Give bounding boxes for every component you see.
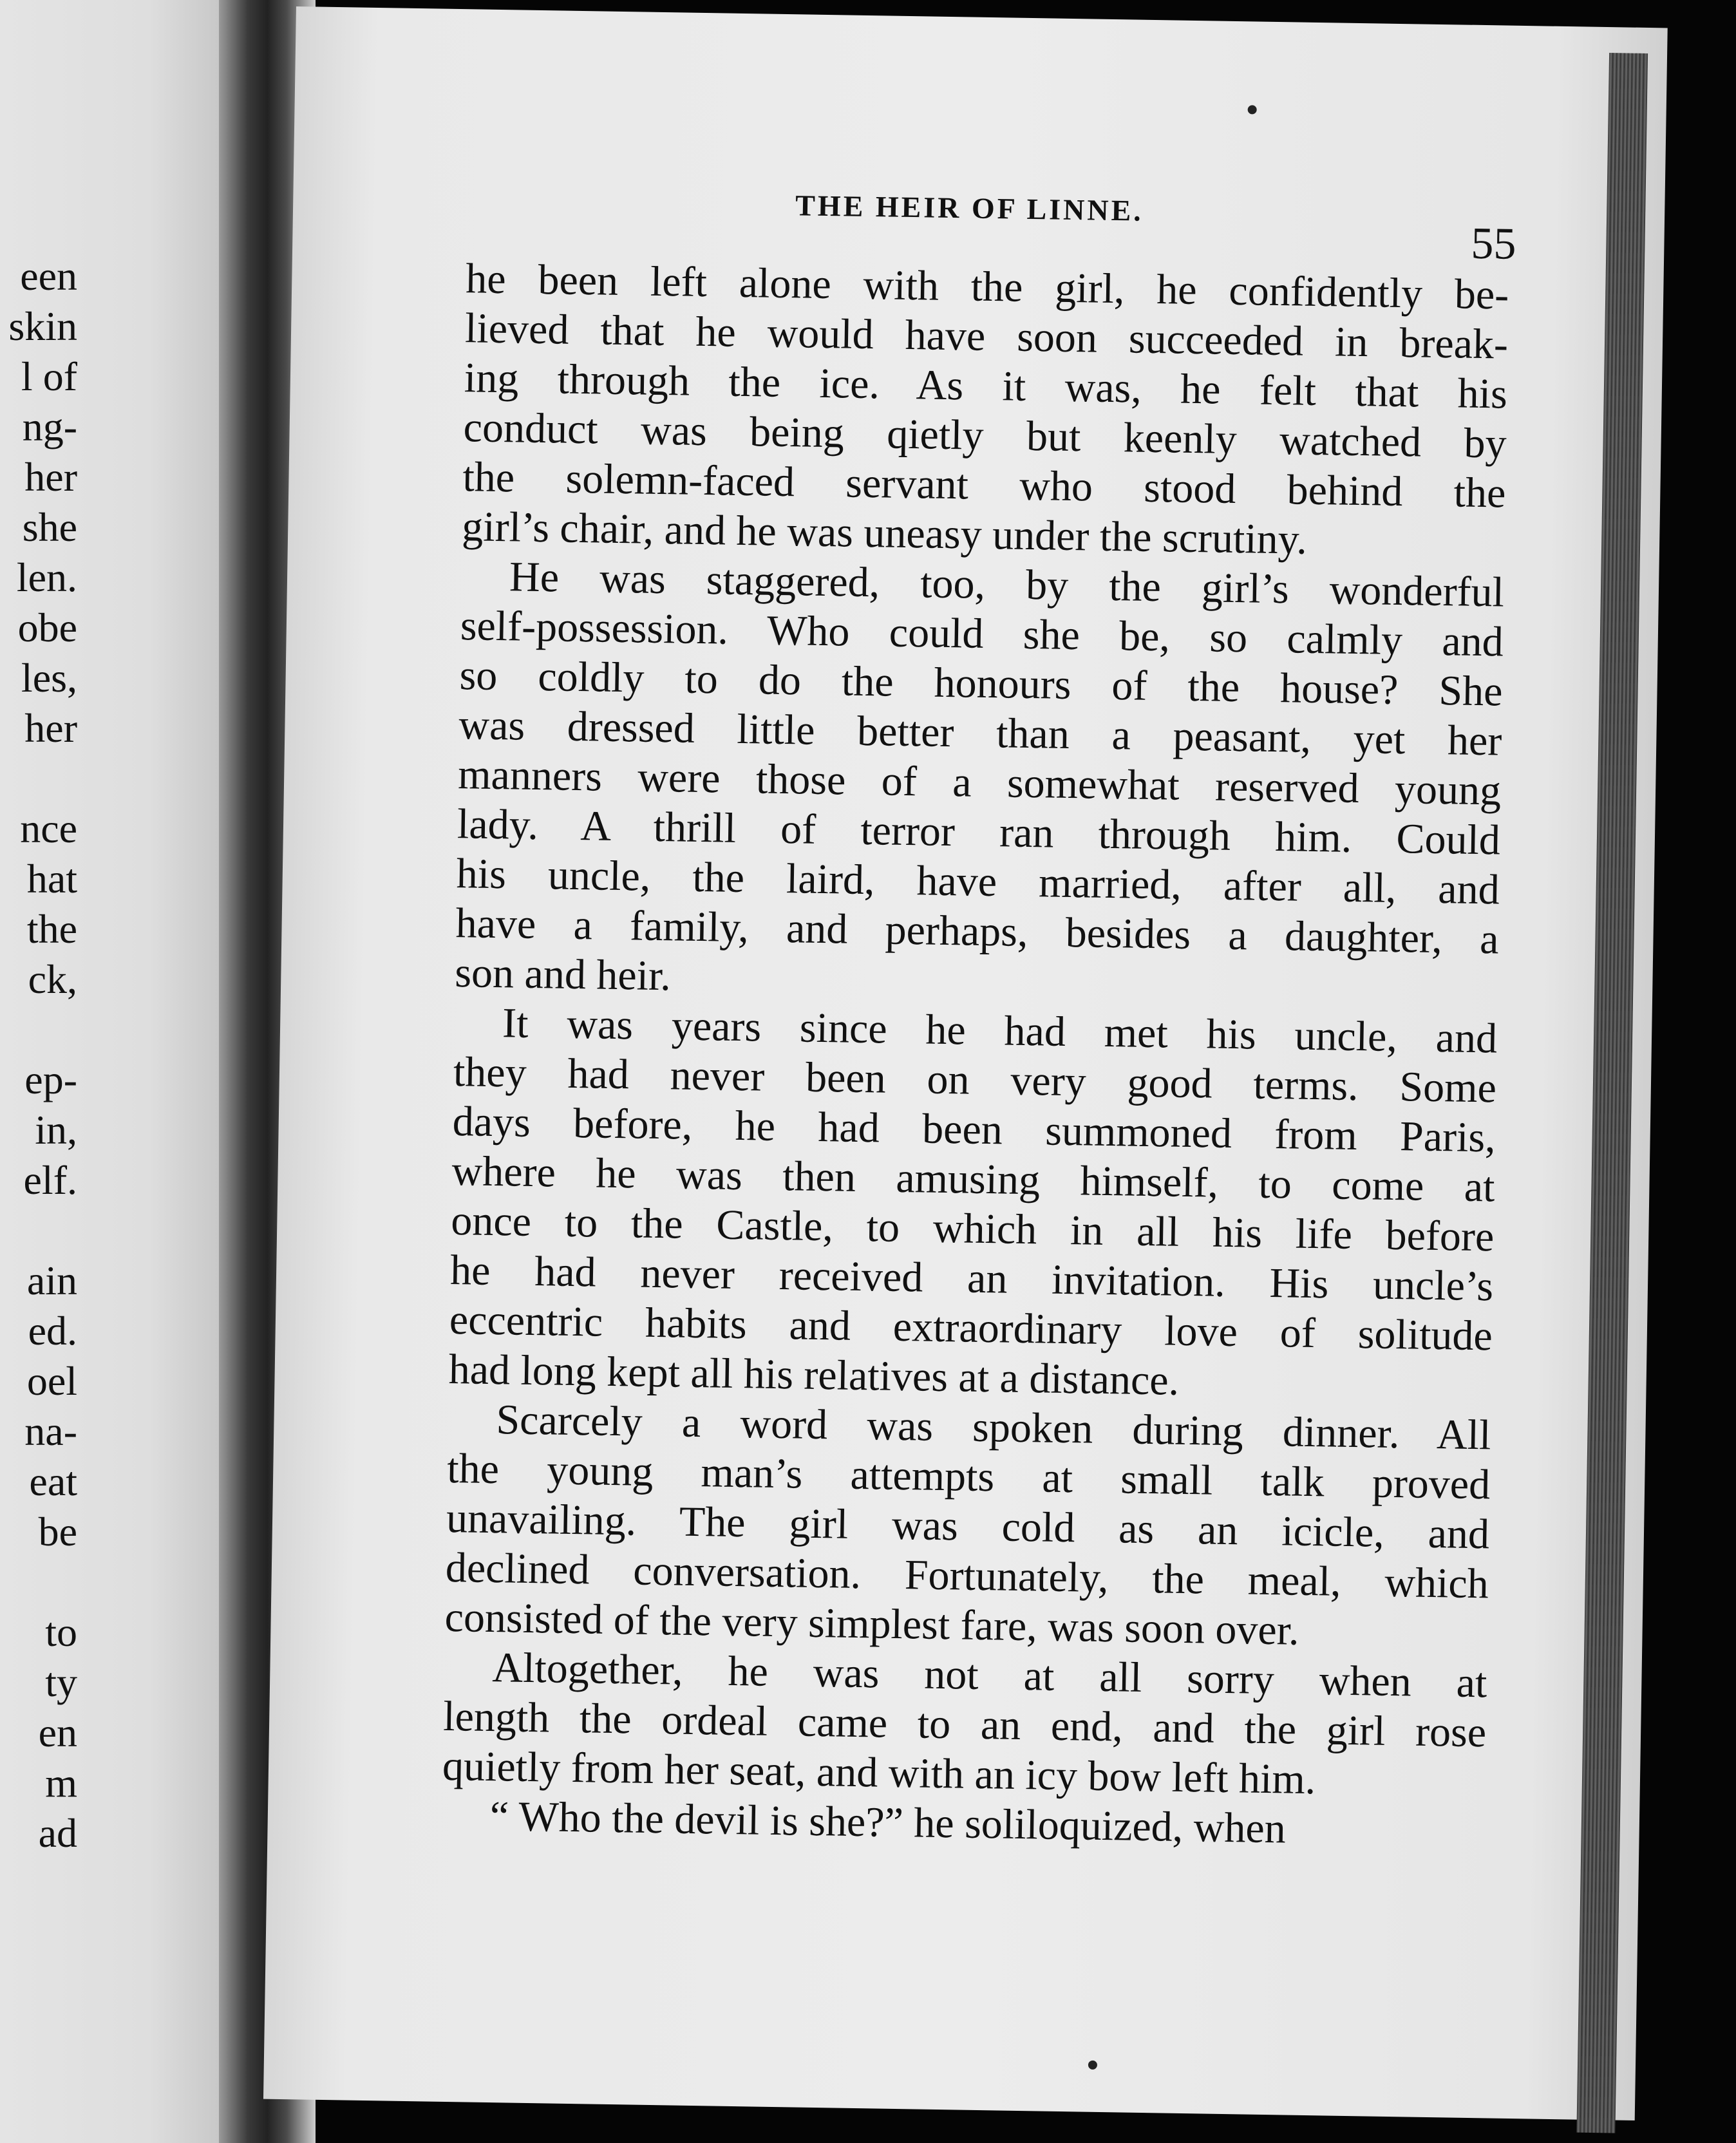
- left-page-fragment: to: [45, 1609, 77, 1655]
- left-page-fragment: in,: [35, 1107, 77, 1153]
- text-line: his uncle, the laird, have married, after all, and: [456, 850, 1500, 914]
- text-line: unavailing. The girl was cold as an icicle, and: [446, 1494, 1490, 1558]
- text-line: Scarcely a word was spoken during dinner. All: [495, 1396, 1491, 1459]
- text-line: have a family, and perhaps, besides a daughter, a: [455, 900, 1500, 963]
- text-line: he had never received an invitation. His uncle’s: [449, 1247, 1494, 1310]
- left-page-fragment: the: [26, 906, 77, 952]
- text-line: self-possession. Who could she be, so calmly and: [460, 602, 1504, 666]
- left-page-fragment: len.: [16, 554, 77, 600]
- text-line: they had never been on very good terms. Some: [453, 1048, 1497, 1112]
- left-page-fragment: en: [38, 1710, 77, 1755]
- text-line: He was staggered, too, by the girl’s wonderful: [509, 553, 1505, 616]
- running-head: THE HEIR OF LINNE.: [795, 189, 1144, 227]
- body-text: [441, 254, 1509, 1856]
- text-line: eccentric habits and extraordinary love of solitude: [449, 1296, 1493, 1360]
- left-page-fragment: les,: [21, 655, 77, 701]
- text-line: was dressed little better than a peasant, yet her: [458, 701, 1502, 765]
- text-line: Altogether, he was not at all sorry when at: [491, 1644, 1487, 1707]
- left-page-text-fragments: [0, 251, 77, 1858]
- text-line: the young man’s attempts at small talk proved: [446, 1444, 1491, 1509]
- left-page-fragment: be: [38, 1509, 77, 1554]
- text-line: It was years since he had met his uncle, and: [502, 999, 1498, 1062]
- left-page-fragment: l of: [21, 354, 77, 399]
- text-line: where he was then amusing himself, to come at: [451, 1147, 1495, 1211]
- left-page-fragment: ck,: [28, 956, 77, 1002]
- text-line: days before, he had been summoned from Paris,: [452, 1098, 1496, 1162]
- left-page-fragment: [0, 1557, 77, 1607]
- left-page-fragment: obe: [17, 605, 77, 650]
- left-page-fragment: elf.: [23, 1157, 77, 1203]
- text-line: “ Who the devil is she?” he soliloquized, when: [489, 1793, 1287, 1853]
- left-page-fragment: een: [20, 253, 77, 299]
- left-page-fragment: she: [22, 504, 77, 550]
- ink-speck: [1248, 105, 1257, 114]
- text-line: quietly from her seat, and with an icy bow left him.: [442, 1742, 1316, 1804]
- left-page-fragment: [0, 1205, 77, 1256]
- text-line: manners were those of a somewhat reserved young: [457, 751, 1502, 815]
- text-line: conduct was being qietly but keenly watched by: [463, 404, 1507, 467]
- left-page-fragment: hat: [26, 856, 77, 902]
- text-line: length the ordeal came to an end, and the girl rose: [442, 1692, 1487, 1757]
- text-line: so coldly to do the honours of the house? She: [459, 652, 1504, 715]
- text-line: son and heir.: [454, 949, 672, 1000]
- left-page-fragment: [0, 1005, 77, 1055]
- left-page-fragment: m: [45, 1760, 77, 1806]
- left-page-fragment: nce: [20, 806, 77, 851]
- text-line: consisted of the very simplest fare, was soon over.: [444, 1593, 1300, 1654]
- left-page-fragment: [0, 753, 77, 804]
- left-page-fragment: eat: [29, 1459, 77, 1504]
- left-page-fragment: her: [24, 705, 77, 751]
- text-line: had long kept all his relatives at a distance.: [448, 1345, 1180, 1404]
- right-page: [263, 6, 1668, 2120]
- page-edge: [1576, 53, 1648, 2133]
- left-page-fragment: na-: [24, 1408, 77, 1454]
- left-page-fragment: ng-: [22, 404, 77, 449]
- left-page-fragment: ty: [45, 1659, 77, 1705]
- text-line: the solemn-faced servant who stood behind the: [462, 453, 1506, 517]
- text-line: once to the Castle, to which in all his life before: [450, 1197, 1495, 1261]
- left-page-fragment: her: [24, 454, 77, 500]
- text-line: girl’s chair, and he was uneasy under the scrutiny.: [461, 503, 1308, 563]
- left-page-fragment: oel: [26, 1358, 77, 1404]
- text-line: lieved that he would have soon succeeded in break-: [464, 305, 1509, 368]
- page-number: 55: [1470, 218, 1517, 269]
- left-page-fragment: ep-: [24, 1057, 77, 1102]
- ink-speck: [1088, 2061, 1097, 2070]
- text-line: he been left alone with the girl, he confidently be-: [465, 255, 1509, 319]
- text-line: lady. A thrill of terror ran through him. Could: [457, 800, 1501, 864]
- left-page-fragment: skin: [8, 303, 77, 349]
- text-line: declined conversation. Fortunately, the meal, which: [445, 1544, 1489, 1608]
- left-page-fragment: ain: [26, 1258, 77, 1303]
- left-page-fragment: ed.: [28, 1308, 77, 1354]
- text-line: ing through the ice. As it was, he felt that his: [464, 354, 1508, 418]
- left-page-fragment: ad: [38, 1810, 77, 1856]
